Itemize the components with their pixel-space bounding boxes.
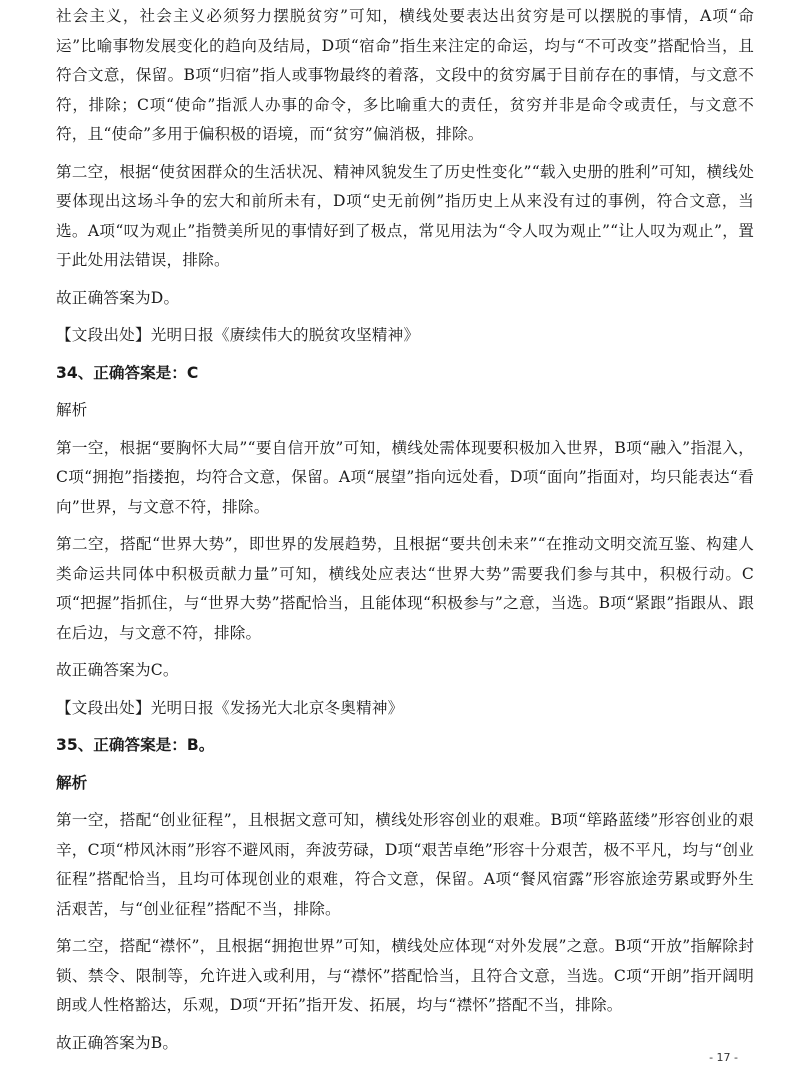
question-35-heading: 35、正确答案是：B。 <box>56 736 215 754</box>
paragraph-q33-source: 【文段出处】光明日报《赓续伟大的脱贫攻坚精神》 <box>56 326 420 344</box>
paragraph-q34-second-blank: 第二空，搭配“世界大势”，即世界的发展趋势，且根据“要共创未来”“在推动文明交流互鉴、构建人类命运共同体中积极贡献力量”可知，横线处应表达“世界大势”需要我们参与其中，积极行动。C项“把握”指抓住，与“世界大势”搭配恰当，且能体现“积极参与”之意，当选。B项“紧跟”指跟从、跟在后边，与文意不符，排除。 <box>56 535 754 642</box>
paragraph-q35-answer: 故正确答案为B。 <box>56 1033 179 1052</box>
analysis-label-34: 解析 <box>56 401 88 419</box>
paragraph-q33-answer: 故正确答案为D。 <box>56 288 180 307</box>
paragraph-q33-second-blank: 第二空，根据“使贫困群众的生活状况、精神风貌发生了历史性变化”“载入史册的胜利”可知，横线处要体现出这场斗争的宏大和前所未有，D项“史无前例”指历史上从来没有过的事例，符合文意，当选。A项“叹为观止”指赞美所见的事情好到了极点，常见用法为“令人叹为观止”“让人叹为观止”，置于此处用法错误，排除。 <box>56 162 754 269</box>
paragraph-q35-first-blank: 第一空，搭配“创业征程”，且根据文意可知，横线处形容创业的艰难。B项“筚路蓝缕”形容创业的艰辛，C项“栉风沐雨”形容不避风雨，奔波劳碌，D项“艰苦卓绝”形容十分艰苦，极不平凡，均与“创业征程”搭配恰当，且均可体现创业的艰难，符合文意，保留。A项“餐风宿露”形容旅途劳累或野外生活艰苦，与“创业征程”搭配不当，排除。 <box>56 811 754 918</box>
document-body <box>56 0 754 1066</box>
paragraph-q34-answer: 故正确答案为C。 <box>56 661 179 679</box>
question-34-heading: 34、正确答案是：C <box>56 363 199 382</box>
paragraph-q34-first-blank: 第一空，根据“要胸怀大局”“要自信开放”可知，横线处需体现要积极加入世界，B项“融入”指混入，C项“拥抱”指搂抱，均符合文意，保留。A项“展望”指向远处看，D项“面向”指面对，均只能表达“看向”世界，与文意不符，排除。 <box>56 438 754 516</box>
analysis-label-35: 解析 <box>56 773 88 792</box>
paragraph-q34-source: 【文段出处】光明日报《发扬光大北京冬奥精神》 <box>56 698 404 717</box>
paragraph-q35-second-blank: 第二空，搭配“襟怀”，且根据“拥抱世界”可知，横线处应体现“对外发展”之意。B项“开放”指解除封锁、禁令、限制等，允许进入或利用，与“襟怀”搭配恰当，且符合文意，当选。C项“开朗”指开阔明朗或人性格豁达，乐观，D项“开拓”指开发、拓展，均与“襟怀”搭配不当，排除。 <box>56 937 754 1014</box>
paragraph-q33-first-blank-cont: 社会主义，社会主义必须努力摆脱贫穷”可知，横线处要表达出贫穷是可以摆脱的事情，A项“命运”比喻事物发展变化的趋向及结局，D项“宿命”指生来注定的命运，均与“不可改变”搭配恰当，且符合文意，保留。B项“归宿”指人或事物最终的着落，文段中的贫穷属于目前存在的事情，与文意不符，排除；C项“使命”指派人办事的命令，多比喻重大的责任，贫穷并非是命令或责任，与文意不符，且“使命”多用于偏积极的语境，而“贫穷”偏消极，排除。 <box>56 7 754 143</box>
page-number: - 17 - <box>709 1051 738 1064</box>
